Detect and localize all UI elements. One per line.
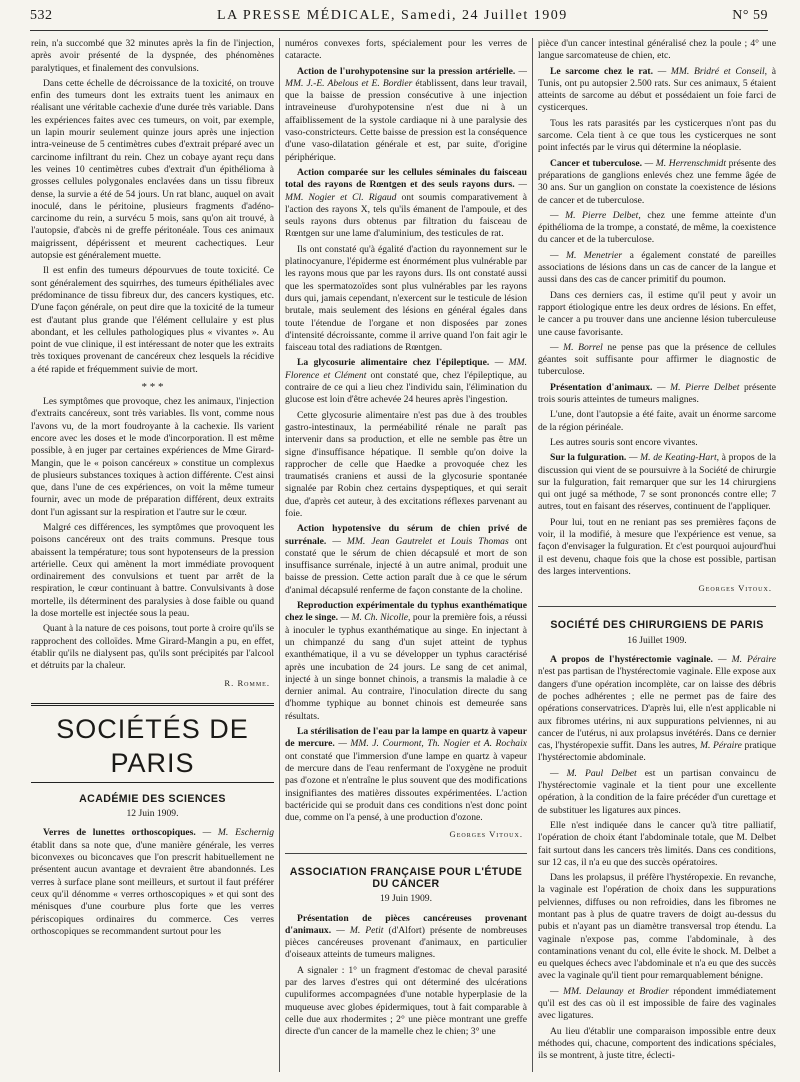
page-number: 532 bbox=[30, 8, 53, 23]
paragraph: Les autres souris sont encore vivantes. bbox=[550, 436, 698, 448]
article-paragraph bbox=[538, 158, 776, 207]
article-text: répondent immédiatement qu'il est des cas où il est impossible de faire des vaginales avec ligatures. bbox=[538, 985, 776, 1022]
article-author: — M. Paul Delbet bbox=[550, 767, 637, 779]
article-paragraph bbox=[538, 986, 776, 1023]
article-author: — M. Eschernig bbox=[202, 827, 274, 839]
article-paragraph bbox=[285, 600, 527, 723]
paragraph: Au lieu d'établir une comparaison impossible entre deux méthodes qui, chacune, comportent des indications spéciales, ils se montrent, à juste titre, éclecti- bbox=[538, 1025, 776, 1062]
article-text: n'est pas partisan de l'hystérectomie vaginale. Elle expose aux dangers d'une opération incomplète, car on laisse des débris de poches adhérentes ; elle ne permet pas de faire des opérations conservatrices. D'après lui, elle n'est applicable ni aux fibromes utérins, ni aux suppurations pelviennes, ni au cancer de l'utérus, ni aux prolapsus invétérés. Dans ce dernier cas, l'hystéropexie suffit. Dans les autres, bbox=[538, 666, 776, 752]
article-author: — MM. J. Courmont, Th. Nogier et A. Rochaix bbox=[338, 738, 527, 750]
page-header bbox=[30, 8, 768, 31]
article-author: — MM. Florence et Clément bbox=[285, 357, 527, 381]
paragraph: Cette glycosurie alimentaire n'est pas due à des troubles gastro-intestinaux, la perméabilité rénale ne paraît pas intervenir dans sa production, et elle ne semble pas être un signe d'insuffisance hépatique. Il semble qu'on doive la rapprocher de celle que Haedke a provoquée chez les traumatisés craniens et aussi de la glycosurie spontanée signalée par Robin chez certains dyspeptiques, et qui serait due, d'après cet auteur, à des excitations réflexes parvenant au foie. bbox=[285, 409, 527, 519]
article-paragraph bbox=[285, 357, 527, 406]
article-title: La stérilisation de l'eau par la lampe en quartz à vapeur de mercure. bbox=[285, 726, 527, 750]
article-paragraph bbox=[538, 250, 776, 287]
column-divider bbox=[532, 38, 533, 1072]
author-signature: Georges Vitoux. bbox=[698, 583, 772, 594]
paragraph: Quant à la nature de ces poisons, tout porte à croire qu'ils se rapprochent des colloïdes. Mme Girard-Mangin a pu, en effet, établir qu'ils ne dialysent pas, qu'ils sont précipités par l'alcool et détruits par la chaleur. bbox=[31, 623, 274, 672]
paragraph: Elle n'est indiquée dans le cancer qu'à titre palliatif, l'opération de choix étant l'abdominale totale, que M. Delbet fait surtout dans les cancers très limités. Dans ces conditions, sur 12 cas, il n'a eu que des succès opératoires. bbox=[538, 819, 776, 868]
article-author: — MM. Bridré et Conseil bbox=[657, 65, 765, 77]
paragraph: L'une, dont l'autopsie a été faite, avait un énorme sarcome de la région périnéale. bbox=[538, 409, 776, 433]
article-text: , à propos de la discussion qui vient de se poursuivre à la Société de chirurgie sur la fulguration, fait remarquer que sur les 14 chirurgiens qui ont jugé sa méthode, 7 se sont prononcés contre elle; 7 autres, tout en faisant des réserves, continuent de l'appliquer. bbox=[538, 452, 776, 513]
author-signature: R. Romme. bbox=[224, 677, 270, 688]
column-2 bbox=[285, 38, 527, 1076]
society-heading: ASSOCIATION FRANÇAISE POUR L'ÉTUDE DU CANCER bbox=[285, 853, 527, 891]
session-date: 16 Juillet 1909. bbox=[627, 634, 687, 646]
article-author: — M. Menetrier bbox=[550, 249, 623, 261]
paragraph: Pour lui, tout en ne reniant pas ses premières façons de voir, il la modifié, à mesure que l'expérience est venue, sa façon d'envisager la fulguration. Et c'est pourquoi aujourd'hui il est devenu, chaque fois que la chose est possible, partisan des larges interventions. bbox=[538, 516, 776, 577]
article-text: présente des préparations de ganglions enlevés chez une femme âgée de 30 ans. Sur un ganglion on constate la coexistence de lésions de cancer et de tuberculose. bbox=[538, 157, 776, 206]
article-paragraph bbox=[285, 66, 527, 164]
paragraph: rein, n'a succombé que 32 minutes après la fin de l'injection, après avoir présenté de la dyspnée, des phénomènes paralytiques, et finalement des convulsions. bbox=[31, 38, 274, 74]
article-paragraph bbox=[538, 768, 776, 817]
session-date: 12 Juin 1909. bbox=[126, 808, 179, 820]
article-author: — MM. Delaunay et Brodier bbox=[550, 985, 669, 997]
article-author: — M. Borrel bbox=[550, 341, 603, 353]
journal-title: LA PRESSE MÉDICALE, bbox=[217, 8, 397, 23]
article-text: ont constaté que l'immersion d'une lampe en quartz à vapeur de mercure dans de l'eau renfermant de l'oxygène ne produit pas d'ozone et n'entraîne le plus souvent que des modifications insignifiantes des matières dissoutes expérimentées. L'action bactéricide qui se produit dans ces conditions n'est donc point due, comme on l'a pensé, à une production d'ozone. bbox=[285, 750, 527, 824]
column-1 bbox=[31, 38, 274, 1076]
paragraph: numéros convexes forts, spécialement pour les verres de cataracte. bbox=[285, 38, 527, 62]
article-author: — MM. Nogier et Cl. Rigaud bbox=[285, 179, 527, 203]
column-divider bbox=[279, 38, 280, 1072]
article-author: — M. de Keating-Hart bbox=[628, 452, 717, 464]
article-text: présente trois souris atteintes de tumeurs malignes. bbox=[538, 381, 776, 406]
issue-number: N° 59 bbox=[732, 8, 768, 23]
paragraph: Il est enfin des tumeurs dépourvues de toute toxicité. Ce sont généralement des squirrhes, des tumeurs épithéliales avec prédominance de tissu fibreux dur, des cancers kystiques, etc. D'une façon générale, on peut dire que la toxicité de la tumeur est d'autant plus grande que l'élément cellulaire y est plus abondant, et les cellules pathologiques plus « vivantes ». Au point de vue clinique, il est intéressant de noter que les extraits très toxiques provenant de cancéreux chez lesquels la récidive a été rapide et fréquemment suivie de mort. bbox=[31, 265, 274, 375]
article-title: Verres de lunettes orthoscopiques. bbox=[43, 827, 196, 839]
issue-date: Samedi, 24 Juillet 1909 bbox=[401, 8, 568, 23]
article-text: établissent, dans leur travail, que la baisse de pression consécutive à une injection intraveineuse d'urohypotensine n'est due ni à un affaiblissement de la systole cardiaque ni à une paralysie des vaso-constricteurs. Cette baisse de pression est la conséquence d'une vaso-dilatation générale et est, par suite, d'origine périphérique. bbox=[285, 77, 527, 163]
article-text: ont soumis comparativement à l'action des rayons X, tels qu'ils émanent de l'ampoule, et des seuls rayons durs obtenus par filtration du faisceau de Rœntgen sur une lame d'aluminium, des testicules de rat. bbox=[285, 191, 527, 240]
article-text: , à Tunis, ont pu autopsier 2.500 rats. Sur ces animaux, 5 étaient atteints de sarcome au début et possédaient un foie farci de cysticerques. bbox=[538, 65, 776, 114]
article-title: Action hypotensive du sérum de chien privé de surrénale. bbox=[285, 523, 527, 547]
article-title: La glycosurie alimentaire chez l'épileptique. bbox=[297, 357, 490, 369]
article-author: — MM. J.-E. Abelous et E. Bordier bbox=[285, 65, 527, 89]
article-title: A propos de l'hystérectomie vaginale. bbox=[550, 654, 713, 666]
article-text: ont constaté que le sérum de chien décapsulé et mort de son insuffisance surrénale, injecté à un autre animal, produit une baisse de pression. Cette action paraît due à ce que le sérum d'animal décapsulé renferme de façon constante de la choline. bbox=[285, 535, 527, 596]
article-author: — M. Ch. Nicolle bbox=[340, 612, 409, 624]
article-title: Présentation d'animaux. bbox=[550, 381, 653, 393]
paragraph: Malgré ces différences, les symptômes que provoquent les poisons cancéreux ont des traits communs. Presque tous abaissent la température; tous sont hypotenseurs de la pression artérielle. Ceux qui amènent la mort immédiate provoquent ordinairement des convulsions et tuent par arrêt de la respiration, le cœur continuant à battre. Convulsivants à dose mortelle, ils déterminent des paralysies à dose faible ou quand la dose mortelle est injectée sous la peau. bbox=[31, 521, 274, 620]
article-paragraph bbox=[538, 210, 776, 247]
section-separator: * * * bbox=[141, 381, 164, 394]
article-author: — M. Pierre Delbet bbox=[657, 381, 740, 393]
section-banner: SOCIÉTÉS DE PARIS bbox=[31, 703, 274, 783]
article-text: est un partisan convaincu de l'hystérectomie vaginale et la tient pour une excellente opération, à la condition de la faire précéder d'un curettage et de substituer les ligatures aux pinces. bbox=[538, 767, 776, 816]
session-date: 19 Juin 1909. bbox=[380, 893, 432, 905]
article-paragraph bbox=[285, 523, 527, 597]
paragraph: Dans les prolapsus, il préfère l'hystéropexie. En revanche, la vaginale est l'opération de choix dans les suppurations pelviennes, diffuses ou non refroidies, dans les fibromes ne montant pas à plus de quatre travers de doigt au-dessus du pubis et n'ayant pas un diamètre transversal trop étendu. La vaginale n'expose pas, comme l'abdominale, à des contaminations venant du col, elle évite le shock. M. Delbet a eu quelques échecs avec l'abdominale et n'a eu que des succès avec la vaginale qu'il tient pour remarquablement bénigne. bbox=[538, 872, 776, 982]
article-author: — M. Petit bbox=[336, 924, 384, 936]
article-title: Action comparée sur les cellules séminales du faisceau total des rayons de Rœntgen et des seuls rayons durs. bbox=[285, 166, 527, 191]
article-author: — M. Pierre Delbet bbox=[550, 209, 639, 221]
author-signature: Georges Vitoux. bbox=[449, 829, 523, 840]
article-author: — M. Péraire bbox=[718, 654, 776, 666]
article-paragraph bbox=[538, 654, 776, 765]
journal-title-line bbox=[217, 8, 568, 24]
paragraph: Tous les rats parasités par les cysticerques n'ont pas du sarcome. Cela tient à ce que tous les cysticerques ne sont point infectés par le virus qui détermine la néoplasie. bbox=[538, 117, 776, 154]
paragraph: Les symptômes que provoque, chez les animaux, l'injection d'extraits cancéreux, sont très variables. Ils vont, comme nous l'avons vu, de la mort foudroyante à la cachexie. Ils varient encore avec les doses et le mode d'incorporation. Il est même possible, à en juger par certaines expériences de Mme Girard-Mangin, que le « poison cancéreux » constitue un complexus de plusieurs substances toxiques à action différente. C'est ainsi que, dans l'une de ces expériences, on voit la même tumeur fournir, avec un mode de préparation différent, deux extraits dont l'un agissant sur la respiration et l'autre sur le cœur. bbox=[31, 396, 274, 518]
column-3 bbox=[538, 38, 776, 1076]
article-paragraph bbox=[538, 66, 776, 115]
society-heading: SOCIÉTÉ DES CHIRURGIENS DE PARIS bbox=[538, 606, 776, 631]
paragraph: Dans ces derniers cas, il estime qu'il peut y avoir un rapport étiologique entre les deux ordres de lésions. En effet, le cancer a pu trouver dans une ancienne lésion tuberculeuse une cause favorisante. bbox=[538, 289, 776, 338]
article-text: établit dans sa note que, d'une manière générale, les verres biconvexes ou biconcaves que l'on prescrit habituellement ne présentent aucun avantage et devraient être abandonnés. Les verres à surface plane sont meilleurs, et surtout il faut préférer ceux qu'il dénomme « verres orthoscopiques » et qui sont des ménisques d'une courbure plus forte que les verres périscopiques ordinaires du commerce. Ces verres orthoscopiques se recommandent surtout pour les bbox=[31, 839, 274, 937]
article-paragraph bbox=[31, 827, 274, 938]
society-heading: ACADÉMIE DES SCIENCES bbox=[79, 792, 226, 805]
article-title: Sur la fulguration. bbox=[550, 452, 627, 464]
article-text: , chez une femme atteinte d'un épithélioma de la trompe, a constaté, de même, la coexistence du cancer et de la tuberculose. bbox=[538, 209, 776, 246]
article-title: Présentation de pièces cancéreuses provenant d'animaux. bbox=[285, 912, 527, 936]
paragraph: pièce d'un cancer intestinal généralisé chez la poule ; 4° une langue sarcomateuse de chien, etc. bbox=[538, 38, 776, 62]
article-paragraph bbox=[285, 167, 527, 241]
article-title: Reproduction expérimentale du typhus exanthématique chez le singe. bbox=[285, 600, 527, 624]
article-title: Action de l'urohypotensine sur la pression artérielle. bbox=[297, 65, 516, 77]
article-title: Cancer et tuberculose. bbox=[550, 157, 643, 169]
article-text: (d'Alfort) présente de nombreuses pièces cancéreuses provenant d'animaux, en particulier d'oiseaux atteints de tumeurs malignes. bbox=[285, 924, 527, 961]
article-paragraph bbox=[285, 726, 527, 824]
article-text: , pour la première fois, a réussi à inoculer le typhus exanthématique au singe. En injectant à un chimpanzé du sang d'un sujet atteint de typhus exanthématique, il a vu se développer un typhus caractérisé après une incubation de 24 jours. Le sang de cet animal, injecté à un singe bonnet chinois, a transmis la maladie à ce dernier animal. Au contraire, l'inoculation directe du sang d'homme typhique au bonnet chinois est demeurée sans résultats. bbox=[285, 612, 527, 722]
article-paragraph bbox=[285, 913, 527, 962]
article-paragraph bbox=[538, 342, 776, 379]
article-author: — M. Herrenschmidt bbox=[644, 157, 726, 169]
paragraph: Dans cette échelle de décroissance de la toxicité, on trouve enfin des tumeurs dont les extraits tuent les animaux en réalisant une véritable cachexie d'une durée très variable. Dans les expériences faites avec ces tumeurs, on voit, par exemple, un lapin mourir seulement quinze jours après une injection intra-veineuse de 5 centimètres cubes d'extrait préparé avec un carcinome infiltrant du rein. Chez un cobaye ayant reçu dans les veines 10 centimètres cubes d'extrait d'un épithélioma à grosses cellules polygonales enclavées dans un tissu fibreux dense, la survie a été de 54 jours. Un rat blanc, auquel on avait inoculé, dans le péritoine, plusieurs fragments d'adéno-carcinome du rein, a survécu 5 mois, sans qu'on ait trouvé, à l'autopsie, d'abcès ni de greffe péritonéale. Tous ces animaux maigrissent, dépérissent et meurent cachectiques. Leur autopsie est généralement muette. bbox=[31, 77, 274, 262]
article-text: ont constaté que, chez l'épileptique, au contraire de ce qui a lieu chez l'individu sain, l'élimination du glucose est loin d'être achevée 24 heures après l'ingestion. bbox=[285, 369, 527, 406]
article-text: ne pense pas que la présence de cellules géantes soit suffisante pour affirmer le diagnostic de tuberculose. bbox=[538, 341, 776, 378]
article-paragraph bbox=[538, 382, 776, 407]
article-author: — MM. Jean Gautrelet et Louis Thomas bbox=[332, 535, 509, 547]
article-author: M. Péraire bbox=[697, 740, 742, 752]
article-text: a également constaté de pareilles associations de lésions dans un cas de cancer de la langue et aussi dans des cas de cancer primitif du poumon. bbox=[538, 249, 776, 286]
article-title: Le sarcome chez le rat. bbox=[550, 65, 654, 77]
article-text: pratique l'hystérectomie abdominale. bbox=[538, 740, 776, 764]
article-paragraph bbox=[538, 452, 776, 513]
paragraph: Ils ont constaté qu'à égalité d'action du rayonnement sur le platinocyanure, l'épiderme est énormément plus vulnérable par les rayons mous que par les rayons durs. Ils ont constaté aussi que les spermatozoïdes sont plus vulnérables par les rayons durs qui, jamais cependant, n'exercent sur le testicule de lésion brutale, mais seulement des lésions en général égales dans toute l'étendue de l'organe et non disposées par zones d'intensité décroissante, comme il arrive quand l'on fait agir le faisceau total des radiations de Rœntgen. bbox=[285, 243, 527, 354]
paragraph: A signaler : 1° un fragment d'estomac de cheval parasité par des larves d'estres qui ont déterminé des ulcérations cupuliformes accompagnées d'une notable hyperplasie de la muqueuse avec globes épidermiques, tout à fait comparable à celle due aux rhodermites ; 2° une pièce montrant une greffe directe d'un cancer de la mamelle chez le chien; 3° une bbox=[285, 964, 527, 1038]
